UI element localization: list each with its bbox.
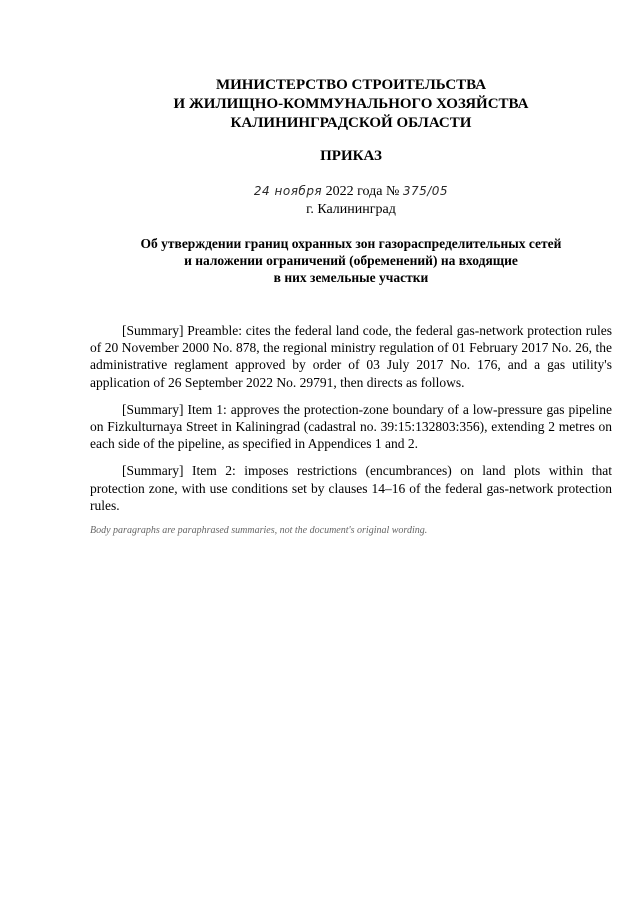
order-body	[90, 322, 612, 547]
item-2-paragraph: [Summary] Item 2: imposes restrictions (encumbrances) on land plots within that protection zone, with use conditions set by clauses 14–16 of the federal gas-network protection rules.	[90, 463, 612, 513]
handwritten-number: 375/05	[402, 184, 449, 198]
order-year: 2022 года №	[325, 184, 400, 199]
subject-line-2: и наложении ограничений (обременений) на входящие	[184, 253, 518, 268]
ministry-line-3: КАЛИНИНГРАДСКОЙ ОБЛАСТИ	[230, 115, 472, 131]
ministry-heading	[90, 76, 612, 133]
subject-line-3: в них земельные участки	[273, 270, 429, 285]
subject-line-1: Об утверждении границ охранных зон газораспределительных сетей	[140, 236, 562, 251]
order-subject	[90, 235, 612, 286]
summary-note: Body paragraphs are paraphrased summaries, not the document's original wording.	[90, 525, 428, 537]
order-date-block	[90, 182, 612, 219]
handwritten-date: 24 ноября	[253, 184, 323, 198]
ministry-line-1: МИНИСТЕРСТВО СТРОИТЕЛЬСТВА	[215, 77, 487, 93]
preamble-paragraph: [Summary] Preamble: cites the federal land code, the federal gas-network protection rules of 20 November 2000 No. 878, the regional ministry regulation of 01 February 2017 No. 26, the administrative reglament approved by order of 03 July 2017 No. 176, and a gas utility's application of 26 September 2022 No. 29791, then directs as follows.	[90, 323, 612, 390]
item-1-paragraph: [Summary] Item 1: approves the protection-zone boundary of a low-pressure gas pipeline on Fizkulturnaya Street in Kaliningrad (cadastral no. 39:15:132803:356), extending 2 metres on each side of the pipeline, as specified in Appendices 1 and 2.	[90, 401, 612, 452]
order-city: г. Калининград	[306, 202, 396, 217]
ministry-line-2: И ЖИЛИЩНО-КОММУНАЛЬНОГО ХОЗЯЙСТВА	[173, 96, 529, 112]
order-title: ПРИКАЗ	[320, 148, 382, 164]
